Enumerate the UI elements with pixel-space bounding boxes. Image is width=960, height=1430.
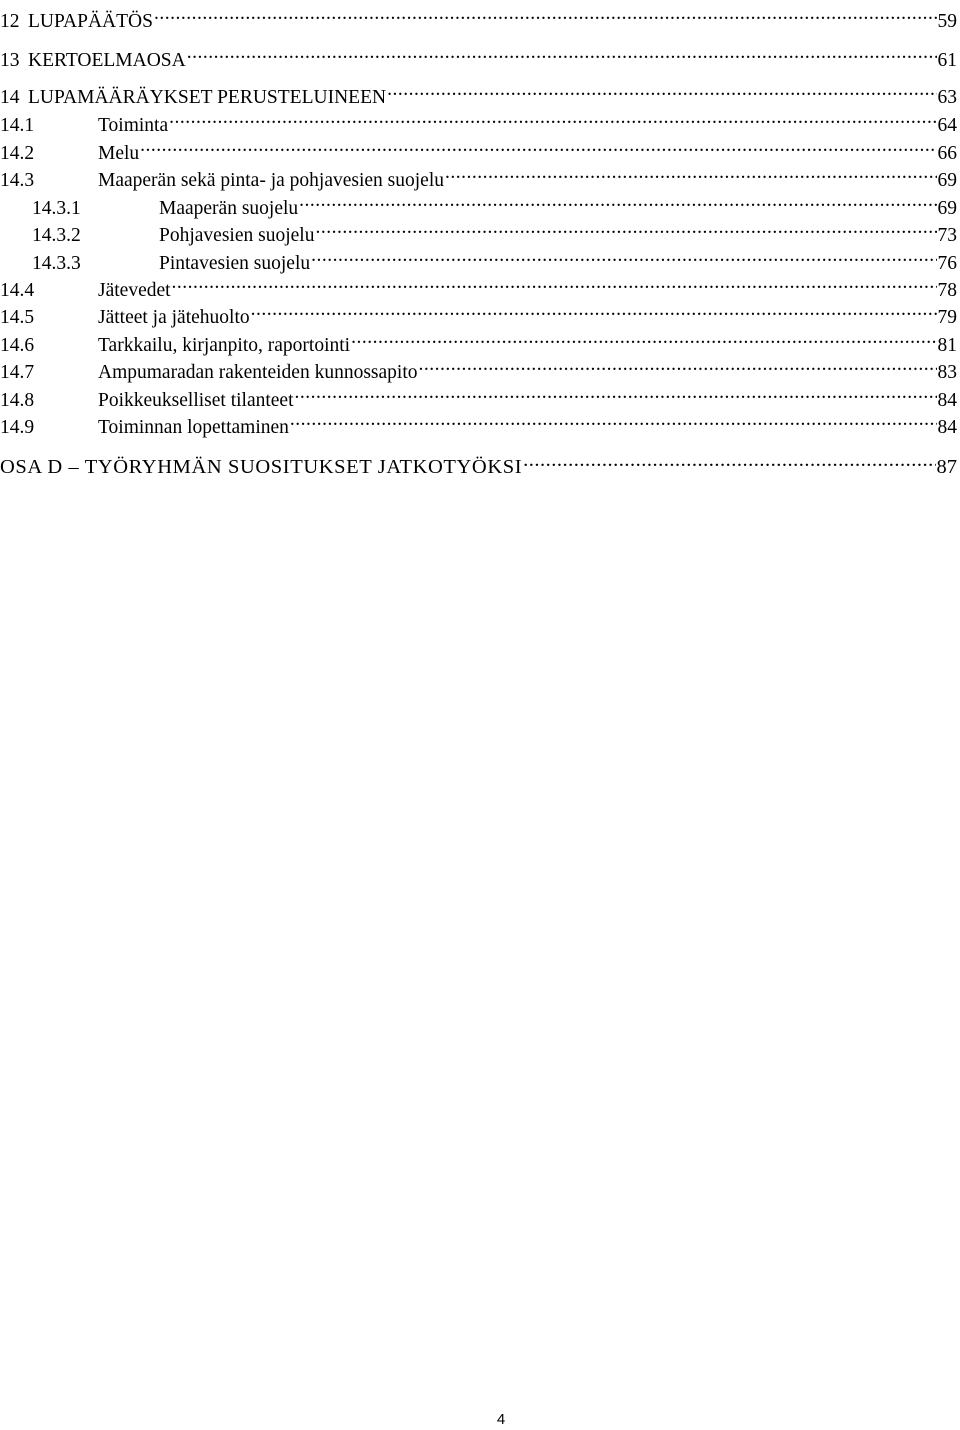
toc-entry-14-3-3[interactable]: [0, 243, 957, 274]
toc-entry-number: 14.8: [0, 390, 35, 411]
toc-entry-page: 81: [937, 335, 957, 356]
toc-entry-number: 12: [0, 11, 20, 32]
dot-leader: [311, 243, 936, 269]
toc-entry-number: 14.2: [0, 143, 35, 164]
toc-entry-14-5[interactable]: [0, 297, 957, 328]
dot-leader: [140, 133, 936, 159]
toc-entry-title: Jätteet ja jätehuolto: [98, 307, 250, 328]
toc-entry-14-3[interactable]: [0, 160, 957, 191]
toc-entry-title: Pohjavesien suojelu: [159, 225, 315, 246]
toc-entry-title: Pintavesien suojelu: [159, 253, 311, 274]
toc-entry-title: LUPAMÄÄRÄYKSET PERUSTELUINEEN: [28, 87, 387, 108]
toc-entry-number: 14.3: [0, 170, 35, 191]
toc-entry-13[interactable]: [0, 40, 957, 71]
toc-entry-number: 14.1: [0, 115, 35, 136]
dot-leader: [523, 447, 935, 473]
dot-leader: [187, 40, 937, 66]
dot-leader: [315, 215, 936, 241]
dot-leader: [445, 160, 936, 186]
toc-entry-title: Melu: [98, 143, 140, 164]
toc-entry-12[interactable]: [0, 1, 957, 32]
toc-entry-14-8[interactable]: [0, 380, 957, 411]
toc-entry-page: 69: [937, 170, 957, 191]
toc-entry-page: 84: [937, 417, 957, 438]
toc-entry-page: 87: [936, 456, 957, 478]
toc-entry-page: 84: [937, 390, 957, 411]
toc-entry-number: 14.7: [0, 362, 35, 383]
toc-entry-page: 76: [937, 253, 957, 274]
toc-entry-page: 66: [937, 143, 957, 164]
dot-leader: [290, 407, 937, 433]
toc-entry-page: 64: [937, 115, 957, 136]
toc-entry-title: KERTOELMAOSA: [28, 50, 186, 71]
toc-entry-number: 14.3.2: [32, 225, 81, 246]
toc-entry-title: Ampumaradan rakenteiden kunnossapito: [98, 362, 418, 383]
toc-entry-number: 14.3.1: [32, 198, 81, 219]
dot-leader: [169, 105, 936, 131]
dot-leader: [351, 325, 936, 351]
dot-leader: [419, 352, 937, 378]
toc-entry-number: 14.4: [0, 280, 35, 301]
toc-entry-title: Poikkeukselliset tilanteet: [98, 390, 294, 411]
toc-entry-number: 13: [0, 50, 20, 71]
dot-leader: [154, 1, 937, 27]
toc-entry-number: 14.6: [0, 335, 35, 356]
toc-entry-number: 14.9: [0, 417, 35, 438]
toc-entry-number: 14: [0, 87, 20, 108]
toc-entry-14-7[interactable]: [0, 352, 957, 383]
toc-entry-page: 79: [937, 307, 957, 328]
toc-entry-number: 14.3.3: [32, 253, 81, 274]
toc-entry-page: 83: [937, 362, 957, 383]
toc-entry-14-1[interactable]: [0, 105, 957, 136]
toc-entry-title: OSA D – TYÖRYHMÄN SUOSITUKSET JATKOTYÖKSI: [0, 456, 523, 478]
toc-entry-osa-d[interactable]: [0, 447, 957, 478]
toc-entry-14-6[interactable]: [0, 325, 957, 356]
toc-entry-title: Tarkkailu, kirjanpito, raportointi: [98, 335, 351, 356]
toc-entry-14[interactable]: [0, 77, 957, 108]
toc-entry-14-3-1[interactable]: [0, 188, 957, 219]
toc-entry-page: 61: [937, 50, 957, 71]
dot-leader: [172, 270, 937, 296]
toc-entry-14-2[interactable]: [0, 133, 957, 164]
toc-entry-14-4[interactable]: [0, 270, 957, 301]
toc-entry-title: Maaperän suojelu: [159, 198, 299, 219]
toc-entry-number: 14.5: [0, 307, 35, 328]
dot-leader: [251, 297, 937, 323]
toc-entry-page: 73: [937, 225, 957, 246]
dot-leader: [387, 77, 936, 103]
toc-entry-title: LUPAPÄÄTÖS: [28, 11, 153, 32]
toc-entry-14-9[interactable]: [0, 407, 957, 438]
toc-entry-14-3-2[interactable]: [0, 215, 957, 246]
toc-entry-title: Jätevedet: [98, 280, 171, 301]
dot-leader: [295, 380, 937, 406]
toc-entry-title: Toiminta: [98, 115, 169, 136]
toc-entry-title: Toiminnan lopettaminen: [98, 417, 289, 438]
dot-leader: [299, 188, 936, 214]
toc-entry-page: 78: [937, 280, 957, 301]
toc-entry-page: 59: [937, 11, 957, 32]
page-number: 4: [496, 1411, 506, 1428]
toc-entry-page: 63: [937, 87, 957, 108]
toc-entry-title: Maaperän sekä pinta- ja pohjavesien suojelu: [98, 170, 445, 191]
toc-entry-page: 69: [937, 198, 957, 219]
